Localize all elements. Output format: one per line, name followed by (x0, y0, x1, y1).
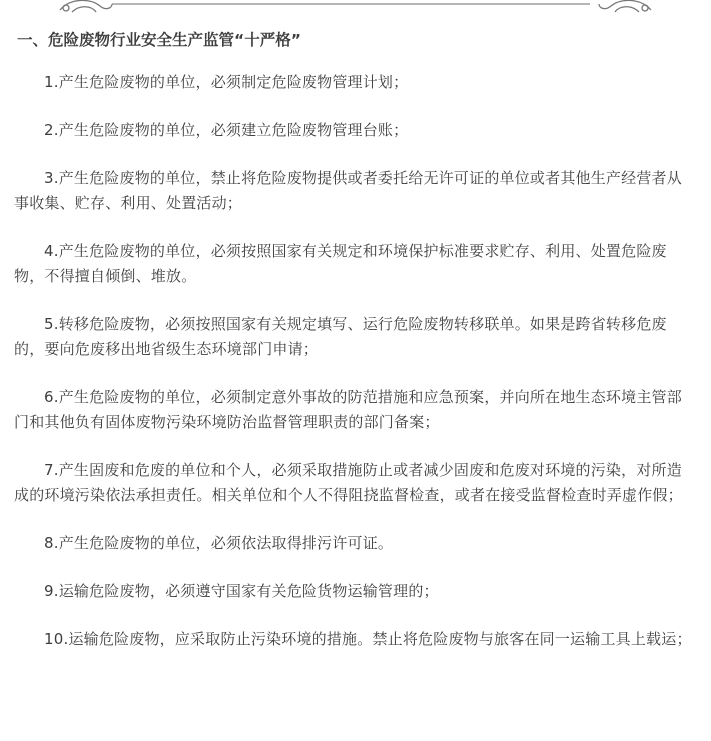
rule-item-4: 4.产生危险废物的单位，必须按照国家有关规定和环境保护标准要求贮存、利用、处置危险废物，不得擅自倾倒、堆放。 (14, 242, 667, 285)
rule-item-10: 10.运输危险废物，应采取防止污染环境的措施。禁止将危险废物与旅客在同一运输工具上载运； (44, 630, 692, 648)
rule-item-2: 2.产生危险废物的单位，必须建立危险废物管理台账； (44, 121, 409, 139)
rule-item-3: 3.产生危险废物的单位，禁止将危险废物提供或者委托给无许可证的单位或者其他生产经营者从事收集、贮存、利用、处置活动； (14, 169, 682, 212)
rule-item-8: 8.产生危险废物的单位，必须依法取得排污许可证。 (44, 534, 394, 552)
section-heading: 一、危险废物行业安全生产监管“十严格” (17, 31, 301, 49)
rule-item-1: 1.产生危险废物的单位，必须制定危险废物管理计划； (44, 73, 409, 91)
rule-item-7: 7.产生固废和危废的单位和个人，必须采取措施防止或者减少固废和危废对环境的污染，对所造成的环境污染依法承担责任。相关单位和个人不得阻挠监督检查，或者在接受监督检查时弄虚作假； (14, 461, 683, 504)
rule-item-9: 9.运输危险废物，必须遵守国家有关危险货物运输管理的； (44, 582, 439, 600)
rule-item-6: 6.产生危险废物的单位，必须制定意外事故的防范措施和应急预案，并向所在地生态环境主管部门和其他负有固体废物污染环境防治监督管理职责的部门备案； (14, 388, 682, 431)
decorative-divider (0, 0, 711, 18)
article-body (14, 28, 697, 675)
rule-item-5: 5.转移危险废物，必须按照国家有关规定填写、运行危险废物转移联单。如果是跨省转移危废的，要向危废移出地省级生态环境部门申请； (14, 315, 667, 358)
